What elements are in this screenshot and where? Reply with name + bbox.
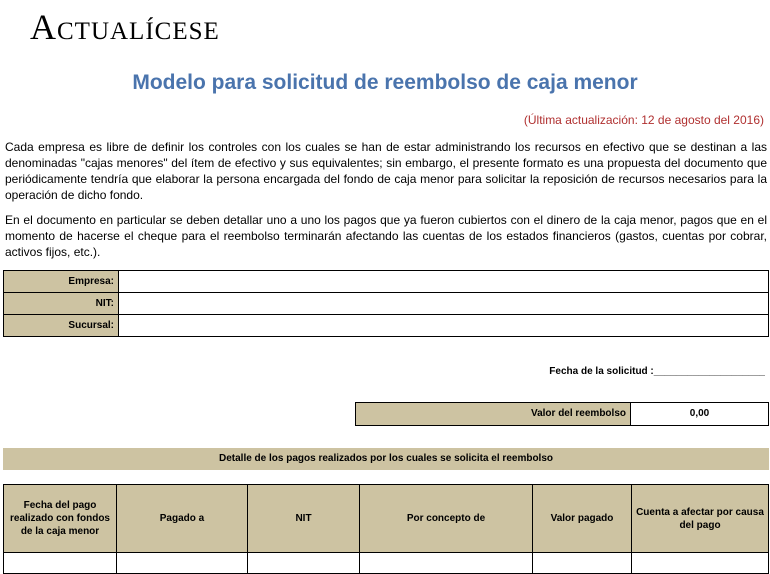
intro-paragraph-1: Cada empresa es libre de definir los controles con los cuales se han de estar administrando los recursos en efectivo que se destinan a las denominadas "cajas menores" del ítem de efectivo y sus equivalentes; sin embargo, el presente formato es una propuesta del documento que periódicamente tendría que elaborar la persona encargada del fondo de caja menor para solicitar la reposición de recursos necesarios para la operación de dicho fondo. — [5, 140, 767, 202]
logo: Actualícese — [30, 7, 220, 47]
table-cell[interactable] — [632, 553, 769, 574]
sucursal-field[interactable] — [119, 315, 769, 337]
column-header-fecha: Fecha del pago realizado con fondos de la caja menor — [4, 485, 117, 553]
last-updated: (Última actualización: 12 de agosto del 2016) — [523, 113, 764, 127]
intro-paragraph-2: En el documento en particular se deben detallar uno a uno los pagos que ya fueron cubiertos con el dinero de la caja menor, pagos que en el momento de hacerse el cheque para el reembolso terminarán afectando las cuentas de los estados financieros (gastos, cuentas por cobrar, activos fijos, etc.). — [5, 213, 767, 259]
column-header-nit: NIT — [248, 485, 360, 553]
reimbursement-value[interactable]: 0,00 — [631, 403, 768, 425]
table-cell[interactable] — [248, 553, 360, 574]
page-title: Modelo para solicitud de reembolso de caja menor — [132, 71, 638, 94]
table-cell[interactable] — [117, 553, 248, 574]
table-cell[interactable] — [533, 553, 632, 574]
column-header-valor-pagado: Valor pagado — [533, 485, 632, 553]
table-row — [4, 553, 769, 574]
payments-table — [3, 484, 769, 574]
nit-field[interactable] — [119, 293, 769, 315]
column-header-concepto: Por concepto de — [360, 485, 533, 553]
details-section-title: Detalle de los pagos realizados por los cuales se solicita el reembolso — [3, 448, 769, 470]
reimbursement-value-box — [355, 402, 769, 426]
reimbursement-label: Valor del reembolso — [356, 403, 631, 425]
empresa-row — [4, 271, 769, 293]
company-info-table — [3, 270, 769, 337]
table-cell[interactable] — [4, 553, 117, 574]
request-date-field[interactable]: Fecha de la solicitud :____________________ — [549, 366, 765, 377]
sucursal-row — [4, 315, 769, 337]
nit-label: NIT: — [4, 293, 119, 315]
column-header-cuenta: Cuenta a afectar por causa del pago — [632, 485, 769, 553]
column-header-pagado-a: Pagado a — [117, 485, 248, 553]
table-cell[interactable] — [360, 553, 533, 574]
nit-row — [4, 293, 769, 315]
payments-header-row — [4, 485, 769, 553]
empresa-field[interactable] — [119, 271, 769, 293]
sucursal-label: Sucursal: — [4, 315, 119, 337]
empresa-label: Empresa: — [4, 271, 119, 293]
